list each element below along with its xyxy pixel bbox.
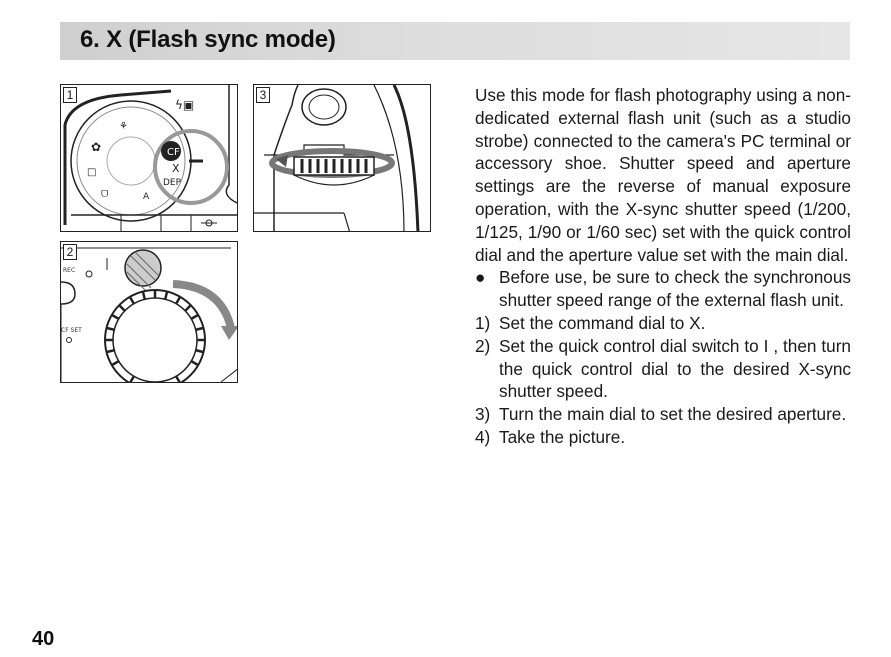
figure-number: 3 xyxy=(256,87,270,103)
cf-set-label: CF SET xyxy=(61,327,82,334)
svg-text:A: A xyxy=(143,192,150,202)
rec-label: REC xyxy=(63,267,76,274)
svg-text:✿: ✿ xyxy=(91,140,102,154)
figure-number: 2 xyxy=(63,244,77,260)
figure-1-command-dial xyxy=(60,84,238,232)
step-text: Set the quick control dial switch to I , then turn the quick control dial to the desired X-sync shutter speed. xyxy=(499,335,851,402)
step-text: Set the command dial to X. xyxy=(499,312,706,333)
caution-bullet xyxy=(475,266,851,312)
figure-2-main-dial xyxy=(60,241,238,383)
step-item xyxy=(475,312,851,335)
command-dial-illustration xyxy=(61,85,238,232)
step-item xyxy=(475,426,851,449)
step-item xyxy=(475,335,851,403)
step-number: 3) xyxy=(475,404,491,425)
svg-text:ᗜ: ᗜ xyxy=(101,190,109,200)
main-dial-illustration xyxy=(61,242,238,383)
page-number: 40 xyxy=(32,628,55,650)
step-text: Turn the main dial to set the desired aperture. xyxy=(499,404,847,425)
svg-text:□: □ xyxy=(87,167,97,178)
svg-text:DEP: DEP xyxy=(163,178,182,188)
step-number: 4) xyxy=(475,426,491,447)
figure-number: 1 xyxy=(63,87,77,103)
svg-text:⚘: ⚘ xyxy=(119,121,128,132)
svg-text:X: X xyxy=(172,162,180,175)
bullet-text: Before use, be sure to check the synchronous shutter speed range of the external flash unit. xyxy=(499,267,851,311)
quick-control-dial-illustration xyxy=(254,85,431,232)
bullet-icon: ● xyxy=(475,267,486,288)
figure-3-quick-control-dial xyxy=(253,84,431,232)
step-text: Take the picture. xyxy=(499,426,626,447)
step-number: 2) xyxy=(475,335,491,356)
svg-text:CF: CF xyxy=(167,147,180,158)
svg-text:ϟ▣: ϟ▣ xyxy=(175,98,195,112)
step-number: 1) xyxy=(475,312,491,333)
step-item xyxy=(475,403,851,426)
intro-paragraph: Use this mode for flash photography using a non-dedicated external flash unit (such as a studio strobe) connected to the camera's PC terminal or accessory shoe. Shutter speed and aperture settings are the reverse of manual exposure operation, with the X-sync shutter speed (1/200, 1/125, 1/90 or 1/60 sec) set with the quick control dial and the aperture value set with the main dial. xyxy=(475,85,851,265)
body-text xyxy=(475,84,851,449)
page-title: 6. X (Flash sync mode) xyxy=(80,26,336,53)
